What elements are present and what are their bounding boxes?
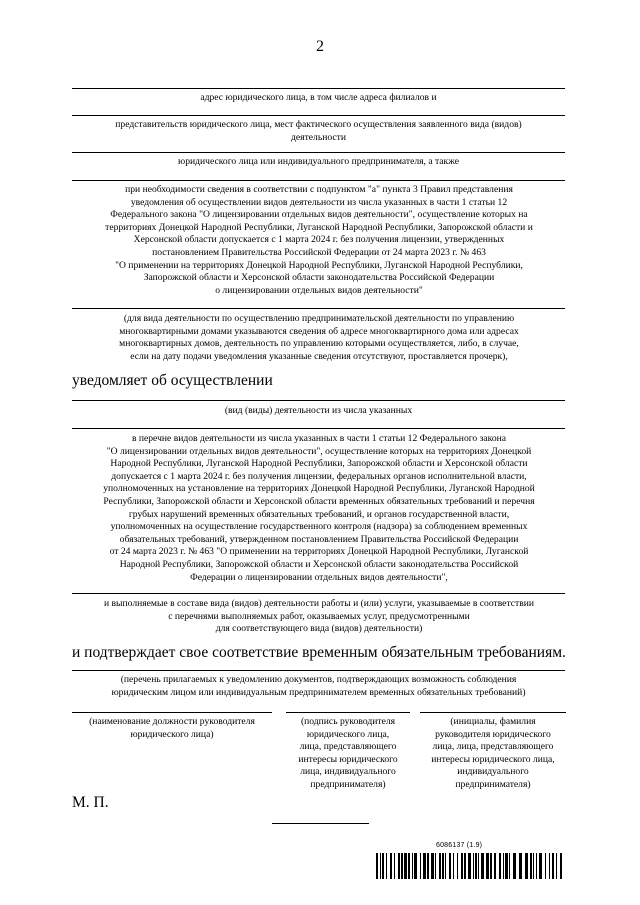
caption-documents: (перечень прилагаемых к уведомлению документов, подтверждающих возможность соблюдения юридическим лицом или индивидуальным предпринимателем временных обязательных требований) <box>111 674 526 698</box>
caption-branches: представительств юридического лица, мест фактического осуществления заявленного вида (видов) деятельности <box>115 119 522 143</box>
caption-mkd: (для вида деятельности по осуществлению предпринимательской деятельности по управлению многоквартирными домами указываются сведения об адресе многоквартирного дома или адресах многоквартирных домов, деятельность по управлению которыми осуществляется, либо, в случае, если на дату подачи уведомления указанные сведения отсутствуют, проставляется прочерк), <box>119 313 519 362</box>
signature-line-signature <box>286 712 410 713</box>
fill-line <box>72 400 565 401</box>
fill-line <box>72 308 565 309</box>
stamp-place: М. П. <box>72 794 109 811</box>
fill-line <box>72 593 565 594</box>
barcode-number: 6086137 (1.9) <box>436 842 483 849</box>
caption-position: (наименование должности руководителя юридического лица) <box>89 716 255 740</box>
fill-line <box>72 180 565 181</box>
page-number: 2 <box>316 38 324 55</box>
fill-line <box>72 428 565 429</box>
fill-line <box>72 670 565 671</box>
fill-line <box>72 152 565 153</box>
caption-rules-info: при необходимости сведения в соответствии с подпунктом "а" пункта 3 Правил представления уведомления об осуществлении видов деятельности из числа указанных в части 1 статьи 12 Федерального закона "О лицензировании отдельных видов деятельности", осуществление которых на территориях Донецкой Народной Республики, Луганской Народной Республики, Запорожской области и Херсонской области допускается с 1 марта 2024 г. без получения лицензии, утвержденных постановлением Правительства Российской Федерации от 24 марта 2023 г. № 463 "О применении на территориях Донецкой Народной Республики, Луганской Народной Республики, Запорожской области и Херсонской области законодательства Российской Федерации о лицензировании отдельных видов деятельности" <box>105 184 533 296</box>
fill-line <box>72 88 565 89</box>
barcode-graphic <box>376 853 564 879</box>
confirms-heading: и подтверждает свое соответствие временным обязательным требованиям. <box>72 644 566 661</box>
caption-name: (инициалы, фамилия руководителя юридического лица, лица, представляющего интересы юридического лица, индивидуального предпринимателя) <box>431 716 555 790</box>
barcode <box>376 853 564 879</box>
fill-line <box>72 115 565 116</box>
caption-activity: (вид (виды) деятельности из числа указанных <box>224 405 413 416</box>
caption-entity: юридического лица или индивидуального предпринимателя, а также <box>178 156 459 167</box>
caption-activity-list: в перечне видов деятельности из числа указанных в части 1 статьи 12 Федерального закона "О лицензировании отдельных видов деятельности", осуществление которых на территориях Донецкой Народной Республики, Луганской Народной Республики, Запорожской области и Херсонской области допускается с 1 марта 2024 г. без получения лицензии, федеральных органов исполнительной власти, уполномоченных на установление на территориях Донецкой Народной Республики, Луганской Народной Республики, Запорожской области и Херсонской области временных обязательных требований и перечня грубых нарушений временных обязательных требований, и органов государственной власти, уполномоченных на осуществление государственного контроля (надзора) за соблюдением временных обязательных требований, утвержденном постановлением Правительства Российской Федерации от 24 марта 2023 г. № 463 "О применении на территориях Донецкой Народной Республики, Луганской Народной Республики, Запорожской области и Херсонской области законодательства Российской Федерации о лицензировании отдельных видов деятельности", <box>103 433 535 583</box>
signature-line-name <box>420 712 566 713</box>
notifies-heading: уведомляет об осуществлении <box>72 372 273 389</box>
caption-works: и выполняемые в составе вида (видов) деятельности работы и (или) услуги, указываемые в соответствии с перечнями выполняемых работ, оказываемых услуг, предусмотренными для соответствующего вида (видов) деятельности) <box>104 598 534 635</box>
footer-line <box>272 823 369 824</box>
caption-signature: (подпись руководителя юридического лица, лица, представляющего интересы юридического лица, индивидуального предпринимателя) <box>298 716 398 790</box>
caption-address: адрес юридического лица, в том числе адреса филиалов и <box>200 92 437 103</box>
signature-line-position <box>72 712 272 713</box>
